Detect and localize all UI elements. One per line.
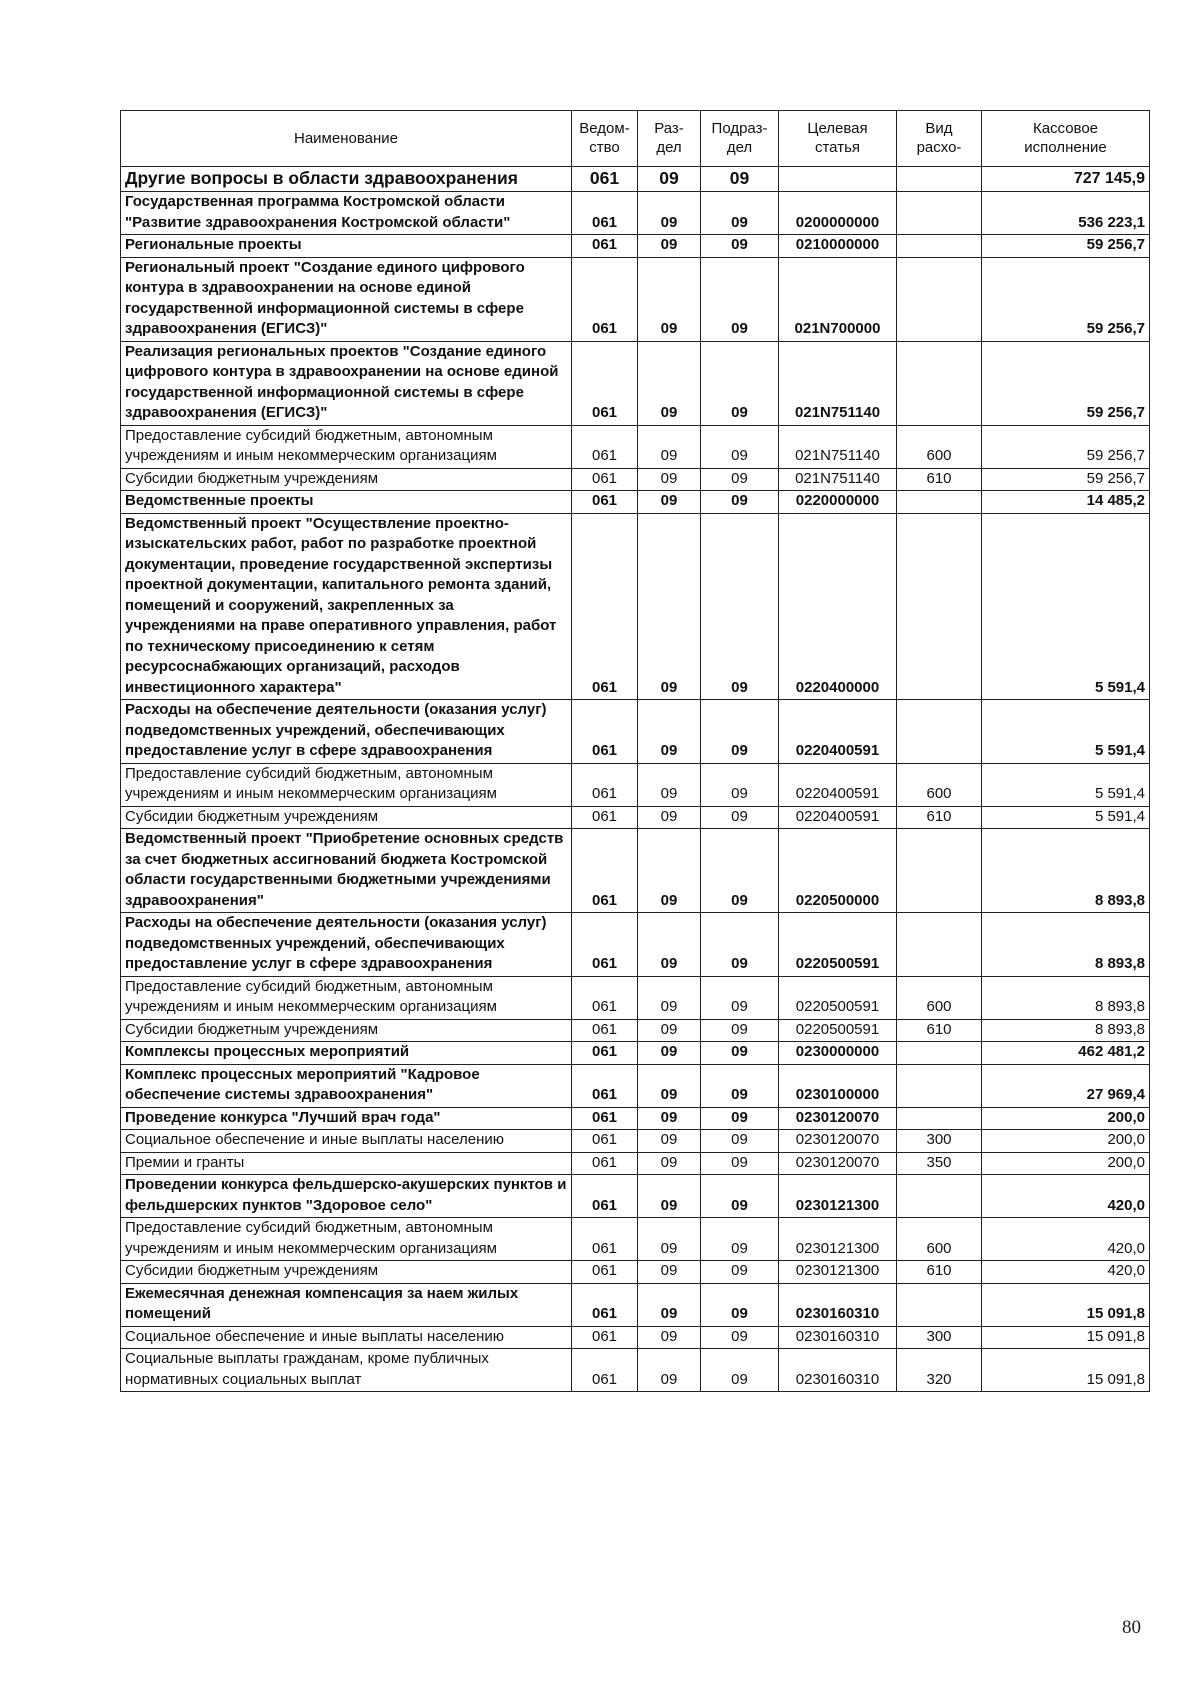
row-name: Расходы на обеспечение деятельности (оказания услуг) подведомственных учреждений, обеспечивающих предоставление услуг в сфере здравоохранения (121, 700, 572, 764)
header-vid: Вид расхо- (897, 111, 982, 167)
row-vedomstvo: 061 (572, 167, 638, 192)
row-amount: 5 591,4 (982, 763, 1150, 806)
row-podrazdel: 09 (701, 1130, 779, 1153)
table-row (121, 1130, 1150, 1153)
row-amount: 420,0 (982, 1175, 1150, 1218)
row-vedomstvo: 061 (572, 976, 638, 1019)
row-amount: 5 591,4 (982, 700, 1150, 764)
row-podrazdel: 09 (701, 1042, 779, 1065)
row-podrazdel: 09 (701, 1152, 779, 1175)
table-row (121, 513, 1150, 700)
row-name: Социальное обеспечение и иные выплаты населению (121, 1326, 572, 1349)
row-vid: 600 (897, 763, 982, 806)
row-podrazdel: 09 (701, 1326, 779, 1349)
row-vid (897, 1175, 982, 1218)
row-podrazdel: 09 (701, 513, 779, 700)
row-amount: 59 256,7 (982, 235, 1150, 258)
row-amount: 14 485,2 (982, 491, 1150, 514)
row-name: Субсидии бюджетным учреждениям (121, 806, 572, 829)
row-podrazdel: 09 (701, 1283, 779, 1326)
row-amount: 8 893,8 (982, 913, 1150, 977)
row-vedomstvo: 061 (572, 806, 638, 829)
table-row (121, 1152, 1150, 1175)
row-amount: 536 223,1 (982, 192, 1150, 235)
row-name: Социальные выплаты гражданам, кроме публичных нормативных социальных выплат (121, 1349, 572, 1392)
row-razdel: 09 (638, 235, 701, 258)
row-vid (897, 513, 982, 700)
row-podrazdel: 09 (701, 257, 779, 341)
row-razdel: 09 (638, 167, 701, 192)
row-vid (897, 341, 982, 425)
row-statya: 0220500591 (779, 976, 897, 1019)
table-row (121, 425, 1150, 468)
row-statya: 021N751140 (779, 341, 897, 425)
row-razdel: 09 (638, 976, 701, 1019)
row-name: Предоставление субсидий бюджетным, автономным учреждениям и иным некоммерческим организациям (121, 1218, 572, 1261)
row-statya: 0220400591 (779, 763, 897, 806)
row-name: Премии и гранты (121, 1152, 572, 1175)
row-statya: 0220500591 (779, 913, 897, 977)
row-razdel: 09 (638, 491, 701, 514)
row-statya: 0220400591 (779, 806, 897, 829)
table-row (121, 700, 1150, 764)
row-name: Социальное обеспечение и иные выплаты населению (121, 1130, 572, 1153)
row-vid (897, 167, 982, 192)
row-amount: 8 893,8 (982, 976, 1150, 1019)
row-vedomstvo: 061 (572, 913, 638, 977)
table-row (121, 1326, 1150, 1349)
row-podrazdel: 09 (701, 1019, 779, 1042)
row-podrazdel: 09 (701, 829, 779, 913)
row-razdel: 09 (638, 257, 701, 341)
row-razdel: 09 (638, 1261, 701, 1284)
row-statya: 021N700000 (779, 257, 897, 341)
row-name: Комплексы процессных мероприятий (121, 1042, 572, 1065)
row-name: Комплекс процессных мероприятий "Кадровое обеспечение системы здравоохранения" (121, 1064, 572, 1107)
row-podrazdel: 09 (701, 1349, 779, 1392)
row-vedomstvo: 061 (572, 513, 638, 700)
row-razdel: 09 (638, 468, 701, 491)
row-podrazdel: 09 (701, 1218, 779, 1261)
table-row (121, 1064, 1150, 1107)
row-vedomstvo: 061 (572, 763, 638, 806)
header-amount: Кассовое исполнение (982, 111, 1150, 167)
row-statya: 0220400000 (779, 513, 897, 700)
row-razdel: 09 (638, 1218, 701, 1261)
budget-table (120, 110, 1150, 1392)
row-razdel: 09 (638, 1130, 701, 1153)
row-razdel: 09 (638, 1107, 701, 1130)
header-name: Наименование (121, 111, 572, 167)
row-razdel: 09 (638, 192, 701, 235)
row-amount: 59 256,7 (982, 425, 1150, 468)
row-statya: 0230121300 (779, 1218, 897, 1261)
table-row (121, 1042, 1150, 1065)
row-amount: 59 256,7 (982, 341, 1150, 425)
row-statya: 021N751140 (779, 468, 897, 491)
row-name: Предоставление субсидий бюджетным, автономным учреждениям и иным некоммерческим организациям (121, 763, 572, 806)
row-amount: 462 481,2 (982, 1042, 1150, 1065)
row-amount: 5 591,4 (982, 513, 1150, 700)
row-statya: 0230120070 (779, 1152, 897, 1175)
row-vid: 610 (897, 1019, 982, 1042)
row-vid (897, 700, 982, 764)
row-vedomstvo: 061 (572, 192, 638, 235)
row-razdel: 09 (638, 763, 701, 806)
table-row (121, 1107, 1150, 1130)
table-row (121, 1349, 1150, 1392)
row-vid (897, 1042, 982, 1065)
row-name: Ведомственный проект "Осуществление проектно-изыскательских работ, работ по разработке проектной документации, проведение государственной экспертизы проектной документации, капитального ремонта зданий, помещений и сооружений, закрепленных за учреждениями на праве оперативного управления, работ по техническому присоединению к сетям ресурсоснабжающих организаций, расходов инвестиционного характера" (121, 513, 572, 700)
row-podrazdel: 09 (701, 1064, 779, 1107)
row-amount: 15 091,8 (982, 1326, 1150, 1349)
row-name: Региональный проект "Создание единого цифрового контура в здравоохранении на основе единой государственной информационной системы в сфере здравоохранения (ЕГИСЗ)" (121, 257, 572, 341)
table-row (121, 341, 1150, 425)
row-amount: 59 256,7 (982, 257, 1150, 341)
header-statya: Целевая статья (779, 111, 897, 167)
table-row (121, 235, 1150, 258)
row-razdel: 09 (638, 1152, 701, 1175)
row-vedomstvo: 061 (572, 1218, 638, 1261)
row-amount: 200,0 (982, 1107, 1150, 1130)
row-statya: 0230121300 (779, 1261, 897, 1284)
row-razdel: 09 (638, 1019, 701, 1042)
row-podrazdel: 09 (701, 167, 779, 192)
row-amount: 420,0 (982, 1261, 1150, 1284)
row-podrazdel: 09 (701, 491, 779, 514)
row-statya: 0220500591 (779, 1019, 897, 1042)
row-razdel: 09 (638, 1175, 701, 1218)
row-vid (897, 257, 982, 341)
row-vid: 300 (897, 1130, 982, 1153)
row-razdel: 09 (638, 700, 701, 764)
row-vedomstvo: 061 (572, 1130, 638, 1153)
row-name: Проведении конкурса фельдшерско-акушерских пунктов и фельдшерских пунктов "Здоровое село" (121, 1175, 572, 1218)
header-razdel: Раз- дел (638, 111, 701, 167)
row-razdel: 09 (638, 806, 701, 829)
table-row (121, 1261, 1150, 1284)
row-vid (897, 1283, 982, 1326)
row-name: Реализация региональных проектов "Создание единого цифрового контура в здравоохранении на основе единой государственной информационной системы в сфере здравоохранения (ЕГИСЗ)" (121, 341, 572, 425)
row-podrazdel: 09 (701, 341, 779, 425)
row-vid (897, 829, 982, 913)
row-vid (897, 491, 982, 514)
table-row (121, 1283, 1150, 1326)
row-vedomstvo: 061 (572, 1283, 638, 1326)
row-statya: 0230160310 (779, 1349, 897, 1392)
row-vid (897, 235, 982, 258)
row-podrazdel: 09 (701, 235, 779, 258)
row-razdel: 09 (638, 513, 701, 700)
table-row (121, 1019, 1150, 1042)
row-podrazdel: 09 (701, 806, 779, 829)
row-razdel: 09 (638, 341, 701, 425)
row-amount: 59 256,7 (982, 468, 1150, 491)
table-row (121, 1218, 1150, 1261)
row-vid: 350 (897, 1152, 982, 1175)
table-row (121, 192, 1150, 235)
row-vid: 600 (897, 1218, 982, 1261)
row-statya: 0230121300 (779, 1175, 897, 1218)
table-row (121, 976, 1150, 1019)
row-vedomstvo: 061 (572, 1349, 638, 1392)
row-razdel: 09 (638, 425, 701, 468)
row-vedomstvo: 061 (572, 341, 638, 425)
row-statya: 0230120070 (779, 1130, 897, 1153)
row-vedomstvo: 061 (572, 1042, 638, 1065)
table-row (121, 829, 1150, 913)
row-name: Проведение конкурса "Лучший врач года" (121, 1107, 572, 1130)
row-vedomstvo: 061 (572, 491, 638, 514)
table-row (121, 913, 1150, 977)
row-name: Расходы на обеспечение деятельности (оказания услуг) подведомственных учреждений, обеспечивающих предоставление услуг в сфере здравоохранения (121, 913, 572, 977)
row-statya: 0230000000 (779, 1042, 897, 1065)
row-amount: 727 145,9 (982, 167, 1150, 192)
row-statya (779, 167, 897, 192)
row-vedomstvo: 061 (572, 1107, 638, 1130)
row-vedomstvo: 061 (572, 1064, 638, 1107)
row-razdel: 09 (638, 829, 701, 913)
row-name: Предоставление субсидий бюджетным, автономным учреждениям и иным некоммерческим организациям (121, 425, 572, 468)
row-name: Другие вопросы в области здравоохранения (121, 167, 572, 192)
row-podrazdel: 09 (701, 1175, 779, 1218)
row-razdel: 09 (638, 1283, 701, 1326)
table-row (121, 806, 1150, 829)
row-razdel: 09 (638, 1349, 701, 1392)
row-statya: 021N751140 (779, 425, 897, 468)
table-row (121, 468, 1150, 491)
page-number: 80 (1122, 1617, 1141, 1638)
row-vedomstvo: 061 (572, 468, 638, 491)
row-vid (897, 192, 982, 235)
row-amount: 200,0 (982, 1130, 1150, 1153)
row-name: Ежемесячная денежная компенсация за наем жилых помещений (121, 1283, 572, 1326)
row-vid: 610 (897, 468, 982, 491)
row-vedomstvo: 061 (572, 1175, 638, 1218)
row-statya: 0200000000 (779, 192, 897, 235)
row-amount: 200,0 (982, 1152, 1150, 1175)
table-row (121, 763, 1150, 806)
row-podrazdel: 09 (701, 1107, 779, 1130)
row-vedomstvo: 061 (572, 829, 638, 913)
row-vedomstvo: 061 (572, 425, 638, 468)
header-vedomstvo: Ведом- ство (572, 111, 638, 167)
row-statya: 0220500000 (779, 829, 897, 913)
row-vedomstvo: 061 (572, 1261, 638, 1284)
row-amount: 15 091,8 (982, 1283, 1150, 1326)
row-amount: 5 591,4 (982, 806, 1150, 829)
row-vid: 320 (897, 1349, 982, 1392)
table-header-row (121, 111, 1150, 167)
row-vid (897, 1064, 982, 1107)
row-razdel: 09 (638, 913, 701, 977)
table-row (121, 1175, 1150, 1218)
row-podrazdel: 09 (701, 192, 779, 235)
row-razdel: 09 (638, 1326, 701, 1349)
row-vedomstvo: 061 (572, 1152, 638, 1175)
row-statya: 0230100000 (779, 1064, 897, 1107)
row-name: Субсидии бюджетным учреждениям (121, 1019, 572, 1042)
row-podrazdel: 09 (701, 1261, 779, 1284)
row-vedomstvo: 061 (572, 1326, 638, 1349)
row-name: Государственная программа Костромской области "Развитие здравоохранения Костромской области" (121, 192, 572, 235)
row-podrazdel: 09 (701, 763, 779, 806)
row-statya: 0210000000 (779, 235, 897, 258)
row-name: Предоставление субсидий бюджетным, автономным учреждениям и иным некоммерческим организациям (121, 976, 572, 1019)
row-vid (897, 1107, 982, 1130)
row-statya: 0220400591 (779, 700, 897, 764)
row-name: Ведомственные проекты (121, 491, 572, 514)
row-vid: 610 (897, 806, 982, 829)
row-statya: 0220000000 (779, 491, 897, 514)
table-row (121, 257, 1150, 341)
row-razdel: 09 (638, 1042, 701, 1065)
row-name: Ведомственный проект "Приобретение основных средств за счет бюджетных ассигнований бюджета Костромской области государственными бюджетными учреждениями здравоохранения" (121, 829, 572, 913)
row-podrazdel: 09 (701, 468, 779, 491)
row-statya: 0230120070 (779, 1107, 897, 1130)
table-row (121, 491, 1150, 514)
row-amount: 8 893,8 (982, 1019, 1150, 1042)
row-name: Субсидии бюджетным учреждениям (121, 1261, 572, 1284)
row-vid: 610 (897, 1261, 982, 1284)
row-vid: 600 (897, 976, 982, 1019)
row-amount: 27 969,4 (982, 1064, 1150, 1107)
row-amount: 15 091,8 (982, 1349, 1150, 1392)
row-podrazdel: 09 (701, 913, 779, 977)
header-podrazdel: Подраз- дел (701, 111, 779, 167)
row-amount: 420,0 (982, 1218, 1150, 1261)
row-podrazdel: 09 (701, 425, 779, 468)
row-vedomstvo: 061 (572, 235, 638, 258)
row-podrazdel: 09 (701, 700, 779, 764)
row-amount: 8 893,8 (982, 829, 1150, 913)
row-vid: 600 (897, 425, 982, 468)
row-razdel: 09 (638, 1064, 701, 1107)
table-row (121, 167, 1150, 192)
row-statya: 0230160310 (779, 1283, 897, 1326)
row-name: Региональные проекты (121, 235, 572, 258)
row-vid (897, 913, 982, 977)
row-podrazdel: 09 (701, 976, 779, 1019)
row-vedomstvo: 061 (572, 257, 638, 341)
row-name: Субсидии бюджетным учреждениям (121, 468, 572, 491)
row-vedomstvo: 061 (572, 700, 638, 764)
row-statya: 0230160310 (779, 1326, 897, 1349)
row-vid: 300 (897, 1326, 982, 1349)
table-body (121, 167, 1150, 1392)
row-vedomstvo: 061 (572, 1019, 638, 1042)
